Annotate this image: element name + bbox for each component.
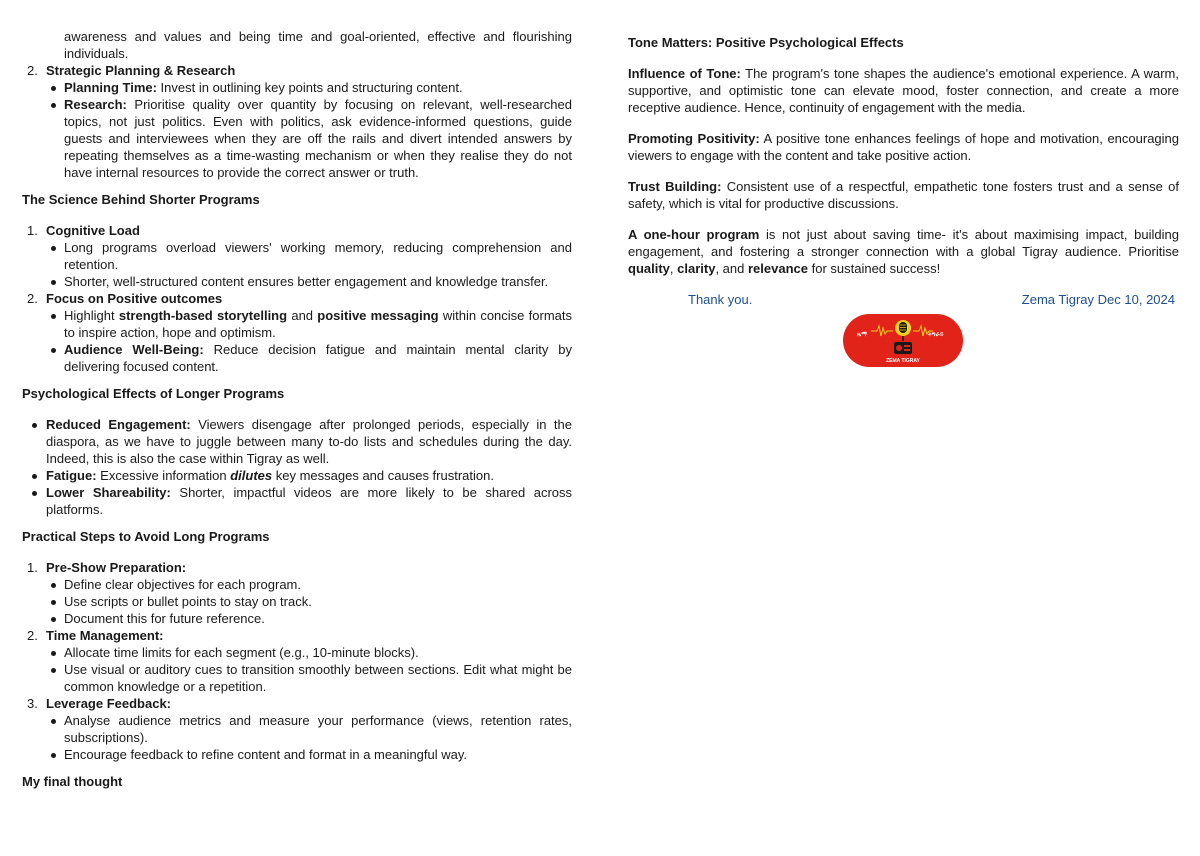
list-item xyxy=(22,467,572,484)
practical-bullets xyxy=(46,644,572,695)
practical-list xyxy=(22,559,572,763)
text-span: and xyxy=(287,308,318,323)
list-item: Encourage feedback to refine content and format in a meaningful way. xyxy=(46,746,572,763)
text-span: Highlight xyxy=(64,308,119,323)
science-bullets xyxy=(46,239,572,290)
practical-item xyxy=(22,559,572,627)
influence-paragraph xyxy=(628,65,1179,116)
bold-span: relevance xyxy=(747,261,808,276)
science-heading: The Science Behind Shorter Programs xyxy=(22,192,260,207)
list-item xyxy=(46,307,572,341)
text-span: , xyxy=(669,261,678,276)
practical-item-title: Pre-Show Preparation: xyxy=(46,560,187,575)
logo-right-text: ትግራይ xyxy=(928,332,944,338)
bullet-label: Lower Shareability: xyxy=(46,485,171,500)
psych-heading: Psychological Effects of Longer Programs xyxy=(22,386,285,401)
paragraph-text: The program's tone shapes the audience's emotional experience. A warm, supportive, and optimistic tone can elevate mood, foster connection, and create a more receptive audience. Hence, continuity of engagement with the media. xyxy=(628,66,1179,115)
strategic-item xyxy=(22,62,572,181)
bullet-text: Excessive information xyxy=(96,468,231,483)
practical-bullets xyxy=(46,576,572,627)
bullet-label: Research: xyxy=(64,97,127,112)
strategic-bullets xyxy=(46,79,572,181)
final-thought-heading: My final thought xyxy=(22,774,123,789)
bullet-label: Audience Well-Being: xyxy=(64,342,204,357)
practical-bullets xyxy=(46,712,572,763)
list-item: Use scripts or bullet points to stay on track. xyxy=(46,593,572,610)
list-item: Document this for future reference. xyxy=(46,610,572,627)
tone-heading: Tone Matters: Positive Psychological Effects xyxy=(628,35,904,50)
list-item: Allocate time limits for each segment (e.g., 10-minute blocks). xyxy=(46,644,572,661)
left-column xyxy=(22,28,572,790)
psych-bullets xyxy=(22,416,572,518)
logo-left-text: ዜማ xyxy=(857,332,867,338)
bullet-label: Reduced Engagement: xyxy=(46,417,191,432)
list-item: Long programs overload viewers' working memory, reducing comprehension and retention. xyxy=(46,239,572,273)
emphasis-span: dilutes xyxy=(230,468,273,483)
science-item-title: Focus on Positive outcomes xyxy=(46,291,223,306)
text-span: , and xyxy=(715,261,748,276)
bullet-text: Prioritise quality over quantity by focusing on relevant, well-researched topics, not just politics. Even with politics, ask evidence-informed questions, guide guests and interviewees when they are off the rails and divert intended answers by repeating themselves as a time-wasting mechanism or when they realise they do not have internal resources to provide the correct answer or truth. xyxy=(64,97,572,180)
trust-paragraph xyxy=(628,178,1179,212)
science-list xyxy=(22,222,572,375)
one-hour-paragraph xyxy=(628,226,1179,277)
logo-caption: ZEMA TIGRAY xyxy=(886,358,920,364)
science-item xyxy=(22,222,572,290)
bullet-label: Fatigue: xyxy=(46,468,97,483)
list-item: Shorter, well-structured content ensures better engagement and knowledge transfer. xyxy=(46,273,572,290)
list-item: Analyse audience metrics and measure your performance (views, retention rates, subscriptions). xyxy=(46,712,572,746)
bullet-text: key messages and causes frustration. xyxy=(272,468,494,483)
intro-continuation: awareness and values and being time and goal-oriented, effective and flourishing individuals. xyxy=(64,29,572,61)
zema-tigray-logo xyxy=(843,314,963,367)
thank-you-text: Thank you. xyxy=(688,292,753,307)
list-number: 1. xyxy=(27,560,38,575)
bullet-text: Reduce decision fatigue and maintain mental clarity by delivering focused content. xyxy=(64,342,572,374)
bold-span: strength-based storytelling xyxy=(118,308,288,323)
list-number: 2. xyxy=(27,628,38,643)
list-item xyxy=(22,484,572,518)
list-item: Define clear objectives for each program. xyxy=(46,576,572,593)
paragraph-text: is not just about saving time- it's about maximising impact, building engagement, and fostering a stronger connection with a global Tigray audience. Prioritise xyxy=(628,227,1179,259)
bold-span: positive messaging xyxy=(317,308,439,323)
bold-span: clarity xyxy=(677,261,716,276)
paragraph-text: A positive tone enhances feelings of hope and motivation, encouraging viewers to engage with the content and take positive action. xyxy=(628,131,1179,163)
list-number: 2. xyxy=(27,63,38,78)
paragraph-text: Consistent use of a respectful, empathetic tone fosters trust and a sense of safety, which is vital for productive discussions. xyxy=(628,179,1179,211)
right-column xyxy=(628,34,1179,311)
bold-span: quality xyxy=(628,261,670,276)
science-bullets xyxy=(46,307,572,375)
bullet-text: Shorter, impactful videos are more likely to be shared across platforms. xyxy=(46,485,573,517)
list-item xyxy=(46,96,572,181)
list-item xyxy=(46,79,572,96)
list-number: 2. xyxy=(27,291,38,306)
practical-heading: Practical Steps to Avoid Long Programs xyxy=(22,529,270,544)
list-number: 3. xyxy=(27,696,38,711)
paragraph-label: Influence of Tone: xyxy=(628,66,741,81)
list-item xyxy=(46,341,572,375)
practical-item xyxy=(22,627,572,695)
list-item xyxy=(22,416,572,467)
text-span: within concise formats to inspire action, hope and optimism. xyxy=(64,308,572,340)
signature-row xyxy=(628,291,1179,311)
strategic-list xyxy=(22,62,572,181)
text-span: for sustained success! xyxy=(807,261,941,276)
paragraph-label: A one-hour program xyxy=(628,227,760,242)
paragraph-label: Promoting Positivity: xyxy=(628,131,760,146)
bullet-text: Viewers disengage after prolonged periods, especially in the diaspora, as we have to juggle between many to-do lists and schedules during the day. Indeed, this is also the case within Tigray as well. xyxy=(46,417,572,466)
paragraph-label: Trust Building: xyxy=(628,179,722,194)
science-item xyxy=(22,290,572,375)
list-item: Use visual or auditory cues to transition smoothly between sections. Edit what might be common knowledge or a repetition. xyxy=(46,661,572,695)
bullet-label: Planning Time: xyxy=(64,80,157,95)
signature-text: Zema Tigray Dec 10, 2024 xyxy=(1021,292,1175,307)
practical-item-title: Leverage Feedback: xyxy=(46,696,172,711)
practical-item xyxy=(22,695,572,763)
list-number: 1. xyxy=(27,223,38,238)
positivity-paragraph xyxy=(628,130,1179,164)
bullet-text: Invest in outlining key points and structuring content. xyxy=(156,80,463,95)
science-item-title: Cognitive Load xyxy=(46,223,140,238)
practical-item-title: Time Management: xyxy=(46,628,164,643)
strategic-title: Strategic Planning & Research xyxy=(46,63,236,78)
